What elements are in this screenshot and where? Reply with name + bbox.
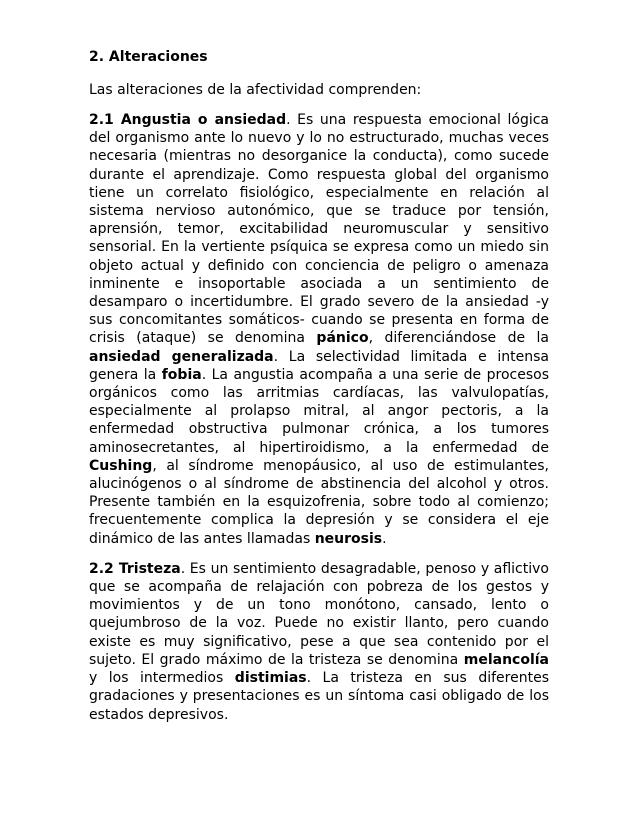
term-panico: pánico bbox=[316, 330, 369, 347]
text-run: . Es una respuesta emocional lógica del organismo ante lo nuevo y lo no estructurado, muchas veces necesaria (mientras no desorganice la conducta), como sucede durante el aprendizaje. Como respuesta global del organismo tiene un correlato fisiológico, especialmente en relación al sistema nervioso autonómico, que se traduce por tensión, aprensión, temor, excitabilidad neuromuscular y sensitivo sensorial. En la vertiente psíquica se expresa como un miedo sin objeto actual y definido con conciencia de peligro o amenaza inminente e insoportable asociada a un sentimiento de desamparo o incertidumbre. El grado severo de la ansiedad -y sus concomitantes somáticos- cuando se presenta en forma de crisis (ataque) se denomina bbox=[89, 112, 550, 347]
text-run: y los intermedios bbox=[89, 670, 235, 687]
subsection-title-tristeza: 2.2 Tristeza bbox=[89, 560, 181, 577]
term-melancolia: melancolía bbox=[463, 651, 549, 668]
text-run: . bbox=[382, 530, 387, 547]
text-run: . La tristeza en sus diferentes gradaciones y presentaciones es un síntoma casi obligado de los estados depresivos. bbox=[89, 670, 549, 723]
text-run: . Es un sentimiento desagradable, penoso y aflictivo que se acompaña de relajación con pobreza de los gestos y movimientos y de un tono monótono, cansado, lento o quejumbroso de la voz. Puede no existir llanto, pero cuando existe es muy significativo, pese a que sea contenido por el sujeto. El grado máximo de la tristeza se denomina bbox=[89, 560, 549, 668]
term-fobia: fobia bbox=[161, 366, 202, 383]
text-run: . La selectividad limitada e intensa genera la bbox=[89, 348, 549, 383]
term-neurosis: neurosis bbox=[314, 530, 383, 547]
term-distimias: distimias bbox=[234, 670, 307, 687]
paragraph-angustia bbox=[89, 111, 549, 548]
text-run: . La angustia acompaña a una serie de procesos orgánicos como las arritmias cardíacas, las valvulopatías, especialmente al prolapso mitral, al angor pectoris, a la enfermedad obstructiva pulmonar crónica, a los tumores aminosecretantes, al hipertiroidismo, a la enfermedad de bbox=[89, 366, 549, 456]
subsection-title-angustia: 2.1 Angustia o ansiedad bbox=[89, 112, 287, 128]
document-page bbox=[89, 48, 549, 736]
paragraph-tristeza bbox=[89, 560, 549, 724]
section-heading: 2. Alteraciones bbox=[89, 49, 208, 65]
intro-paragraph: Las alteraciones de la afectividad comprenden: bbox=[89, 82, 422, 98]
term-cushing: Cushing bbox=[89, 457, 153, 474]
term-ansiedad-generalizada: ansiedad generalizada bbox=[89, 348, 274, 365]
text-run: , diferenciándose de la bbox=[368, 330, 550, 347]
text-run: , al síndrome menopáusico, al uso de estimulantes, alucinógenos o al síndrome de abstinencia del alcohol y otros. Presente también en la esquizofrenia, sobre todo al comienzo; frecuentemente complica la depresión y se considera el eje dinámico de las antes llamadas bbox=[89, 457, 549, 547]
